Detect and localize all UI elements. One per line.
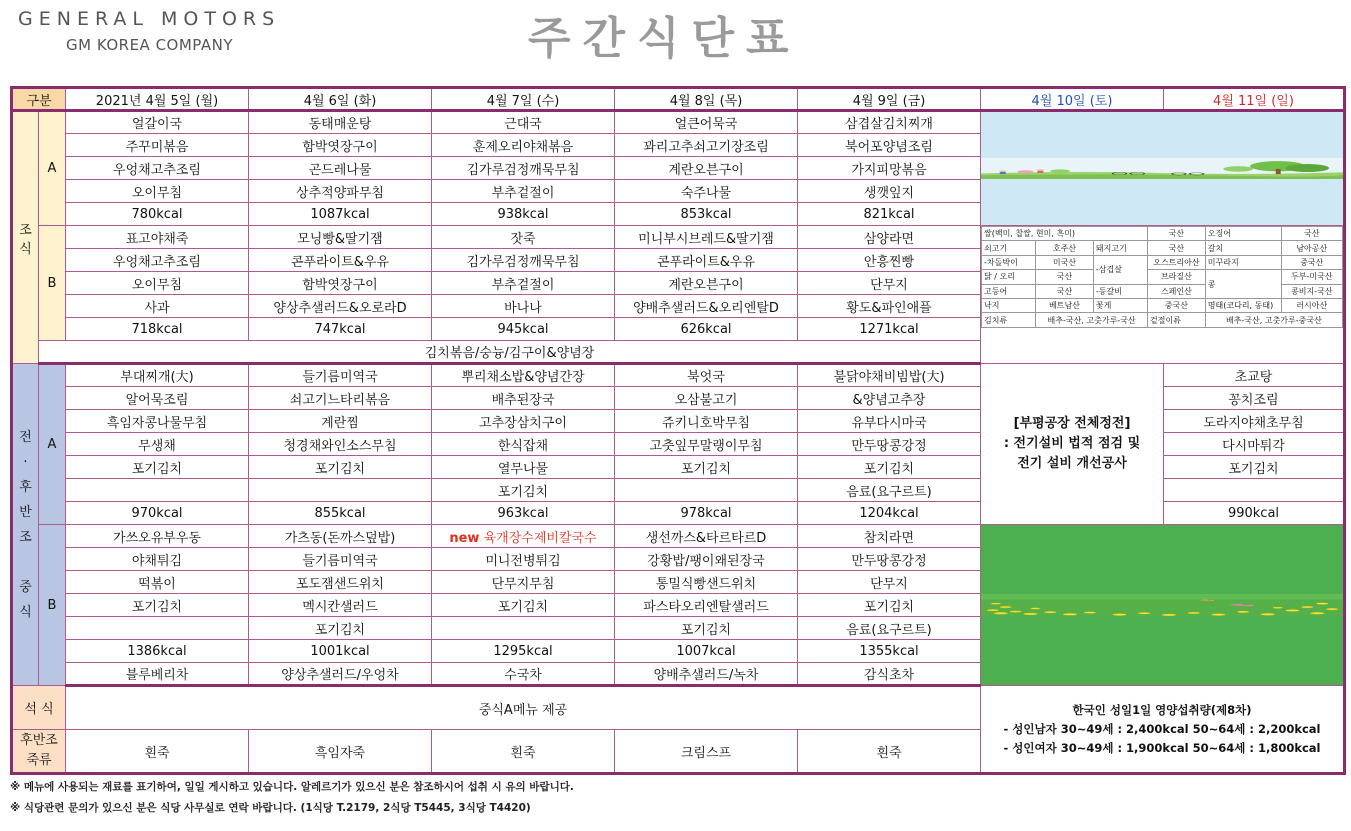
kcal-value: 626kcal	[615, 318, 798, 341]
menu-item	[249, 479, 432, 502]
menu-item: 가쓰오유부우동	[66, 525, 249, 548]
menu-item	[615, 479, 798, 502]
origin-cell: 닭 / 오리	[982, 270, 1036, 284]
lunch-b-label: B	[39, 525, 66, 686]
kcal-value: 1007kcal	[615, 640, 798, 663]
lunch-a-label: A	[39, 364, 66, 525]
menu-item: 쇠고기느타리볶음	[249, 387, 432, 410]
kcal-value: 945kcal	[432, 318, 615, 341]
menu-item: 들기름미역국	[249, 548, 432, 571]
park-illustration-image	[981, 158, 1343, 179]
menu-item: 열무나물	[432, 456, 615, 479]
tea-item: 블루베리차	[66, 663, 249, 686]
menu-item: &양념고추장	[798, 387, 981, 410]
breakfast-b-label: B	[39, 226, 66, 341]
kcal-value: 1355kcal	[798, 640, 981, 663]
origin-cell: 고등어	[982, 284, 1036, 298]
menu-item: 계란오븐구이	[615, 272, 798, 295]
menu-item: 쥬키니호박무침	[615, 410, 798, 433]
tea-item: 양상추샐러드/우엉차	[249, 663, 432, 686]
section-late-porridge: 후반조 죽류	[12, 730, 66, 774]
menu-item: 도라지야채초무침	[1164, 410, 1345, 433]
origin-cell: 국산	[1148, 241, 1206, 255]
origin-cell: 국산	[1148, 227, 1206, 241]
nutrition-male: - 성인남자 30~49세 : 2,400kcal 50~64세 : 2,200kcal	[1003, 721, 1321, 736]
menu-item: 생깻잎지	[798, 180, 981, 203]
menu-item: 한식잡채	[432, 433, 615, 456]
menu-item: 우엉채고추조림	[66, 249, 249, 272]
breakfast-b-row-1	[12, 226, 1345, 249]
menu-item: 포기김치	[249, 456, 432, 479]
menu-item: 멕시칸샐러드	[249, 594, 432, 617]
header-row	[12, 88, 1345, 111]
park-illustration	[981, 111, 1345, 226]
menu-item: 콘푸라이트&우유	[249, 249, 432, 272]
menu-item	[66, 617, 249, 640]
menu-item: 만두땅콩강정	[798, 433, 981, 456]
header-day-sun: 4월 11일 (일)	[1164, 88, 1345, 111]
nutrition-title: 한국인 성일1일 영양섭취량(제8차)	[1072, 702, 1252, 717]
menu-item: 포기김치	[66, 456, 249, 479]
menu-item: 포기김치	[798, 594, 981, 617]
origin-cell: 콩비지-국산	[1281, 284, 1342, 298]
menu-item: 포기김치	[1164, 456, 1345, 479]
menu-item: 양상추샐러드&오로라D	[249, 295, 432, 318]
kcal-value: 747kcal	[249, 318, 432, 341]
kcal-value: 853kcal	[615, 203, 798, 226]
kcal-value: 821kcal	[798, 203, 981, 226]
menu-item: 안흥찐빵	[798, 249, 981, 272]
menu-item: 가지피망볶음	[798, 157, 981, 180]
menu-item	[66, 479, 249, 502]
origin-cell: 명태(코다리, 동태)	[1205, 298, 1281, 312]
new-menu-item: 육개장수제비칼국수	[483, 530, 597, 546]
menu-item: 포기김치	[432, 594, 615, 617]
origin-cell: 러시아산	[1281, 298, 1342, 312]
menu-item: 포기김치	[249, 617, 432, 640]
gm-logo	[18, 8, 308, 54]
origin-cell: 브라질산	[1148, 270, 1206, 284]
origin-cell: 국산	[1036, 284, 1094, 298]
menu-item: 배추된장국	[432, 387, 615, 410]
menu-item: 오이무침	[66, 272, 249, 295]
menu-item: 오삼불고기	[615, 387, 798, 410]
header-day-mon: 2021년 4월 5일 (월)	[66, 88, 249, 111]
menu-item: 단무지	[798, 571, 981, 594]
origin-cell: 쌀(백미, 찹쌀, 현미, 흑미)	[982, 227, 1148, 241]
menu-item: 얼갈이국	[66, 111, 249, 134]
menu-item: 단무지무침	[432, 571, 615, 594]
section-lunch: 전 · 후 반 조 중 식	[12, 364, 39, 686]
kcal-value: 780kcal	[66, 203, 249, 226]
menu-item: 미니부시브레드&딸기잼	[615, 226, 798, 249]
menu-item: 오이무침	[66, 180, 249, 203]
menu-item: 포도잼샌드위치	[249, 571, 432, 594]
menu-item: 황도&파인애플	[798, 295, 981, 318]
kcal-value: 990kcal	[1164, 502, 1345, 525]
menu-item: 계란오븐구이	[615, 157, 798, 180]
menu-item: 파스타오리엔탈샐러드	[615, 594, 798, 617]
porridge-item: 흰죽	[432, 730, 615, 774]
origin-info	[981, 226, 1345, 364]
origin-cell: 갈치	[1205, 241, 1281, 255]
kcal-value: 978kcal	[615, 502, 798, 525]
page-title: 주간식단표	[528, 13, 801, 64]
menu-item: 상추적양파무침	[249, 180, 432, 203]
origin-cell: 오징어	[1205, 227, 1281, 241]
menu-item: 만두땅콩강정	[798, 548, 981, 571]
menu-item: 무생채	[66, 433, 249, 456]
origin-cell: 배추-국산, 고춧가루-국산	[1036, 313, 1148, 327]
menu-item: 포기김치	[798, 456, 981, 479]
flower-illustration-image	[981, 594, 1343, 616]
menu-item: 뿌리채소밥&양념간장	[432, 364, 615, 387]
menu-item: 곤드레나물	[249, 157, 432, 180]
origin-cell: -삼겹살	[1093, 255, 1147, 284]
kcal-value: 938kcal	[432, 203, 615, 226]
menu-item: 야채튀김	[66, 548, 249, 571]
breakfast-a-label: A	[39, 111, 66, 226]
kcal-value: 855kcal	[249, 502, 432, 525]
menu-item-empty	[1164, 479, 1345, 502]
origin-cell: 낙지	[982, 298, 1036, 312]
menu-item: 근대국	[432, 111, 615, 134]
menu-item: 포기김치	[432, 479, 615, 502]
breakfast-common-items: 김치볶음/숭늉/김구이&양념장	[39, 341, 981, 364]
tea-item: 양배추샐러드/녹차	[615, 663, 798, 686]
menu-item: 함박엿장구이	[249, 134, 432, 157]
menu-item	[432, 617, 615, 640]
menu-item: 훈제오리야채볶음	[432, 134, 615, 157]
logo-top-text: GENERAL MOTORS	[18, 8, 281, 30]
menu-item: 부추겉절이	[432, 272, 615, 295]
origin-cell: 국산	[1281, 227, 1342, 241]
nutrition-female: - 성인여자 30~49세 : 1,900kcal 50~64세 : 1,800kcal	[1003, 740, 1321, 755]
menu-item: 부추겉절이	[432, 180, 615, 203]
origin-cell: 겉절이류	[1148, 313, 1206, 327]
header-day-sat: 4월 10일 (토)	[981, 88, 1164, 111]
origin-cell: 쇠고기	[982, 241, 1036, 255]
power-outage-notice: [부평공장 전체정전] : 전기설비 법적 점검 및 전기 설비 개선공사	[981, 364, 1164, 525]
origin-cell: -차돌박이	[982, 255, 1036, 269]
dinner-row	[12, 686, 1345, 730]
menu-item: 통밀식빵샌드위치	[615, 571, 798, 594]
origin-cell: 중국산	[1148, 298, 1206, 312]
dinner-menu: 중식A메뉴 제공	[66, 686, 981, 730]
kcal-value: 718kcal	[66, 318, 249, 341]
lunch-b-row-1	[12, 525, 1345, 548]
origin-cell: 콩	[1205, 270, 1281, 299]
origin-cell: 오스트리아산	[1148, 255, 1206, 269]
menu-item: 고추장삼치구이	[432, 410, 615, 433]
header-gubun: 구분	[12, 88, 66, 111]
flower-illustration	[981, 525, 1345, 686]
menu-item: 얼큰어묵국	[615, 111, 798, 134]
menu-item: 바나나	[432, 295, 615, 318]
lunch-a-row-1	[12, 364, 1345, 387]
header-day-thu: 4월 8일 (목)	[615, 88, 798, 111]
menu-item: 사과	[66, 295, 249, 318]
origin-cell: 미꾸라지	[1205, 255, 1281, 269]
origin-cell: 스페인산	[1148, 284, 1206, 298]
menu-item: 고춧잎무말랭이무침	[615, 433, 798, 456]
tea-item: 수국차	[432, 663, 615, 686]
weekly-menu-table	[10, 86, 1346, 775]
origin-cell: 꽃게	[1093, 298, 1147, 312]
menu-item: 들기름미역국	[249, 364, 432, 387]
menu-item: 숙주나물	[615, 180, 798, 203]
menu-item: 유부다시마국	[798, 410, 981, 433]
menu-item: 포기김치	[615, 617, 798, 640]
origin-cell: 중국산	[1281, 255, 1342, 269]
section-dinner: 석 식	[12, 686, 66, 730]
menu-item: 초교탕	[1164, 364, 1345, 387]
kcal-value: 1386kcal	[66, 640, 249, 663]
tea-item: 감식초차	[798, 663, 981, 686]
kcal-value: 1087kcal	[249, 203, 432, 226]
origin-cell: 배추-국산, 고춧가루-중국산	[1205, 313, 1342, 327]
origin-cell: 국산	[1036, 270, 1094, 284]
menu-item: 가츠동(돈까스덮밥)	[249, 525, 432, 548]
header-day-fri: 4월 9일 (금)	[798, 88, 981, 111]
menu-item: 북어포양념조림	[798, 134, 981, 157]
origin-cell: 미국산	[1036, 255, 1094, 269]
menu-item: 표고야채죽	[66, 226, 249, 249]
menu-item: 꽁치조림	[1164, 387, 1345, 410]
breakfast-a-row-1	[12, 111, 1345, 134]
menu-item: 다시마튀각	[1164, 433, 1345, 456]
porridge-item: 흰죽	[66, 730, 249, 774]
menu-item: 단무지	[798, 272, 981, 295]
nutrition-block	[1003, 701, 1320, 758]
porridge-item: 흰죽	[798, 730, 981, 774]
menu-item: 불닭야채비빔밥(大)	[798, 364, 981, 387]
kcal-value: 1271kcal	[798, 318, 981, 341]
origin-cell: -등갈비	[1093, 284, 1147, 298]
menu-item: 음료(요구르트)	[798, 479, 981, 502]
menu-item: 삼양라면	[798, 226, 981, 249]
header-day-tue: 4월 6일 (화)	[249, 88, 432, 111]
menu-item: 떡볶이	[66, 571, 249, 594]
menu-item-new	[432, 525, 615, 548]
section-breakfast: 조 식	[12, 111, 39, 364]
menu-item: 삼겹살김치찌개	[798, 111, 981, 134]
menu-item: 양배추샐러드&오리엔탈D	[615, 295, 798, 318]
menu-item: 주꾸미볶음	[66, 134, 249, 157]
origin-cell: 두부-미국산	[1281, 270, 1342, 284]
menu-item: 북엇국	[615, 364, 798, 387]
menu-item: 꽈리고추쇠고기장조림	[615, 134, 798, 157]
kcal-value: 1204kcal	[798, 502, 981, 525]
origin-cell: 호주산	[1036, 241, 1094, 255]
menu-item: 강황밥/팽이왜된장국	[615, 548, 798, 571]
menu-item: 부대찌개(大)	[66, 364, 249, 387]
header-day-wed: 4월 7일 (수)	[432, 88, 615, 111]
kcal-value: 1001kcal	[249, 640, 432, 663]
menu-item: 김가루검정깨묵무침	[432, 157, 615, 180]
footer-note-contact: ※ 식당관련 문의가 있으신 분은 식당 사무실로 연락 바랍니다. (1식당 T.2179, 2식당 T5445, 3식당 T4420)	[10, 802, 531, 814]
menu-item: 잣죽	[432, 226, 615, 249]
porridge-item: 흑임자죽	[249, 730, 432, 774]
porridge-item: 크림스프	[615, 730, 798, 774]
menu-item: 청경채와인소스무침	[249, 433, 432, 456]
origin-cell: 돼지고기	[1093, 241, 1147, 255]
logo-bottom-text: GM KOREA COMPANY	[66, 36, 234, 54]
menu-item: 우엉채고추조림	[66, 157, 249, 180]
origin-cell: 남아공산	[1281, 241, 1342, 255]
menu-item: 모닝빵&딸기잼	[249, 226, 432, 249]
menu-item: 음료(요구르트)	[798, 617, 981, 640]
menu-item: 흑임자콩나물무침	[66, 410, 249, 433]
menu-item: 계란찜	[249, 410, 432, 433]
origin-cell: 김치류	[982, 313, 1036, 327]
footer-note-allergy: ※ 메뉴에 사용되는 재료를 표기하여, 일일 게시하고 있습니다. 알레르기가 있으신 분은 참조하시어 섭취 시 유의 바랍니다.	[10, 781, 574, 793]
menu-item: 동태매운탕	[249, 111, 432, 134]
nutrition-info	[981, 686, 1345, 774]
kcal-value: 963kcal	[432, 502, 615, 525]
menu-item: 콘푸라이트&우유	[615, 249, 798, 272]
menu-item: 포기김치	[615, 456, 798, 479]
menu-item: 미니전병튀김	[432, 548, 615, 571]
menu-item: 참치라면	[798, 525, 981, 548]
kcal-value: 1295kcal	[432, 640, 615, 663]
menu-item: 김가루검정깨묵무침	[432, 249, 615, 272]
origin-cell: 베트남산	[1036, 298, 1094, 312]
origin-table	[981, 226, 1343, 328]
menu-item: 알어묵조림	[66, 387, 249, 410]
menu-item: 함박엿장구이	[249, 272, 432, 295]
menu-item: 포기김치	[66, 594, 249, 617]
new-badge: new	[449, 530, 480, 546]
kcal-value: 970kcal	[66, 502, 249, 525]
menu-item: 생선까스&타르타르D	[615, 525, 798, 548]
